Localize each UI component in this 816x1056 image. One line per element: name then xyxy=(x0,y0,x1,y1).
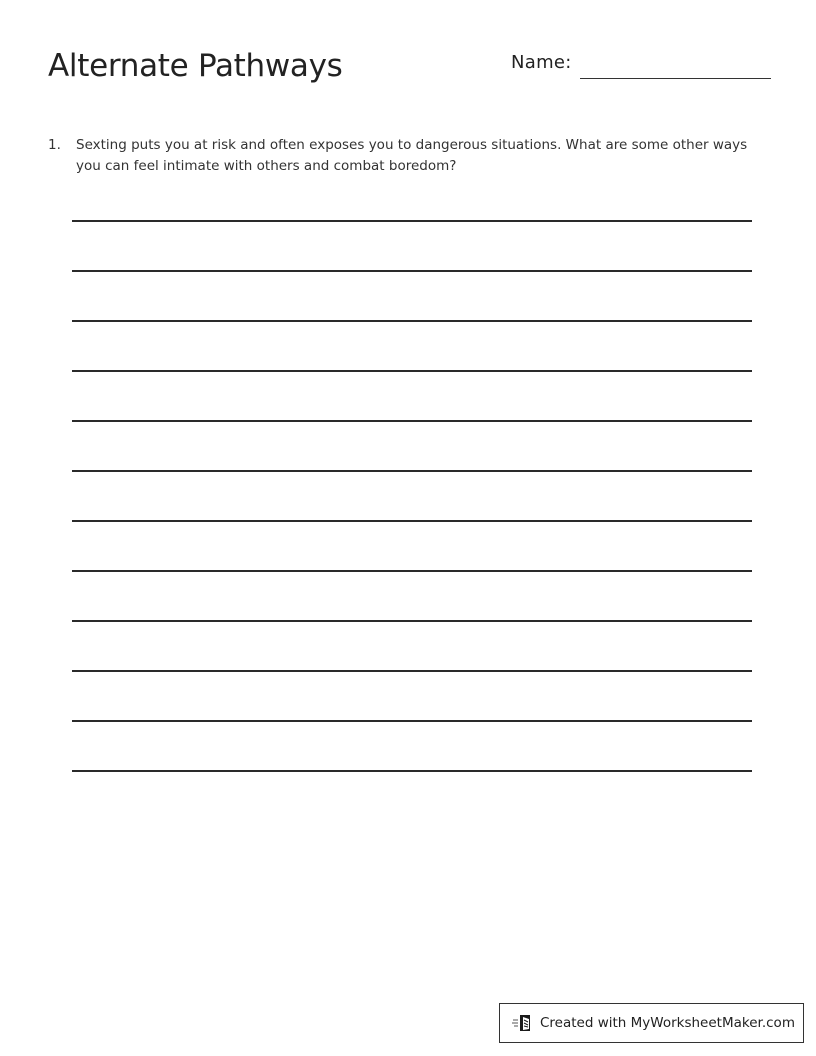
answer-line[interactable] xyxy=(72,770,752,772)
question-text: Sexting puts you at risk and often exposes you to dangerous situations. What are some other ways you can feel intimate with others and combat boredom? xyxy=(76,137,748,174)
worksheet-maker-logo-icon xyxy=(512,1013,534,1033)
name-field-group xyxy=(511,52,771,73)
answer-line[interactable] xyxy=(72,570,752,572)
answer-line[interactable] xyxy=(72,670,752,672)
answer-lines xyxy=(72,220,752,820)
answer-line[interactable] xyxy=(72,470,752,472)
footer-credit-text[interactable]: Created with MyWorksheetMaker.com xyxy=(540,1015,795,1031)
answer-line[interactable] xyxy=(72,720,752,722)
answer-line[interactable] xyxy=(72,320,752,322)
worksheet-title: Alternate Pathways xyxy=(48,48,343,84)
name-label: Name: xyxy=(511,52,572,73)
answer-line[interactable] xyxy=(72,270,752,272)
answer-line[interactable] xyxy=(72,420,752,422)
answer-line[interactable] xyxy=(72,220,752,222)
question-1 xyxy=(48,135,768,177)
answer-line[interactable] xyxy=(72,520,752,522)
name-input-line[interactable] xyxy=(580,78,771,79)
answer-line[interactable] xyxy=(72,370,752,372)
question-number: 1. xyxy=(48,137,61,153)
footer-credit-box[interactable] xyxy=(499,1003,804,1043)
answer-line[interactable] xyxy=(72,620,752,622)
